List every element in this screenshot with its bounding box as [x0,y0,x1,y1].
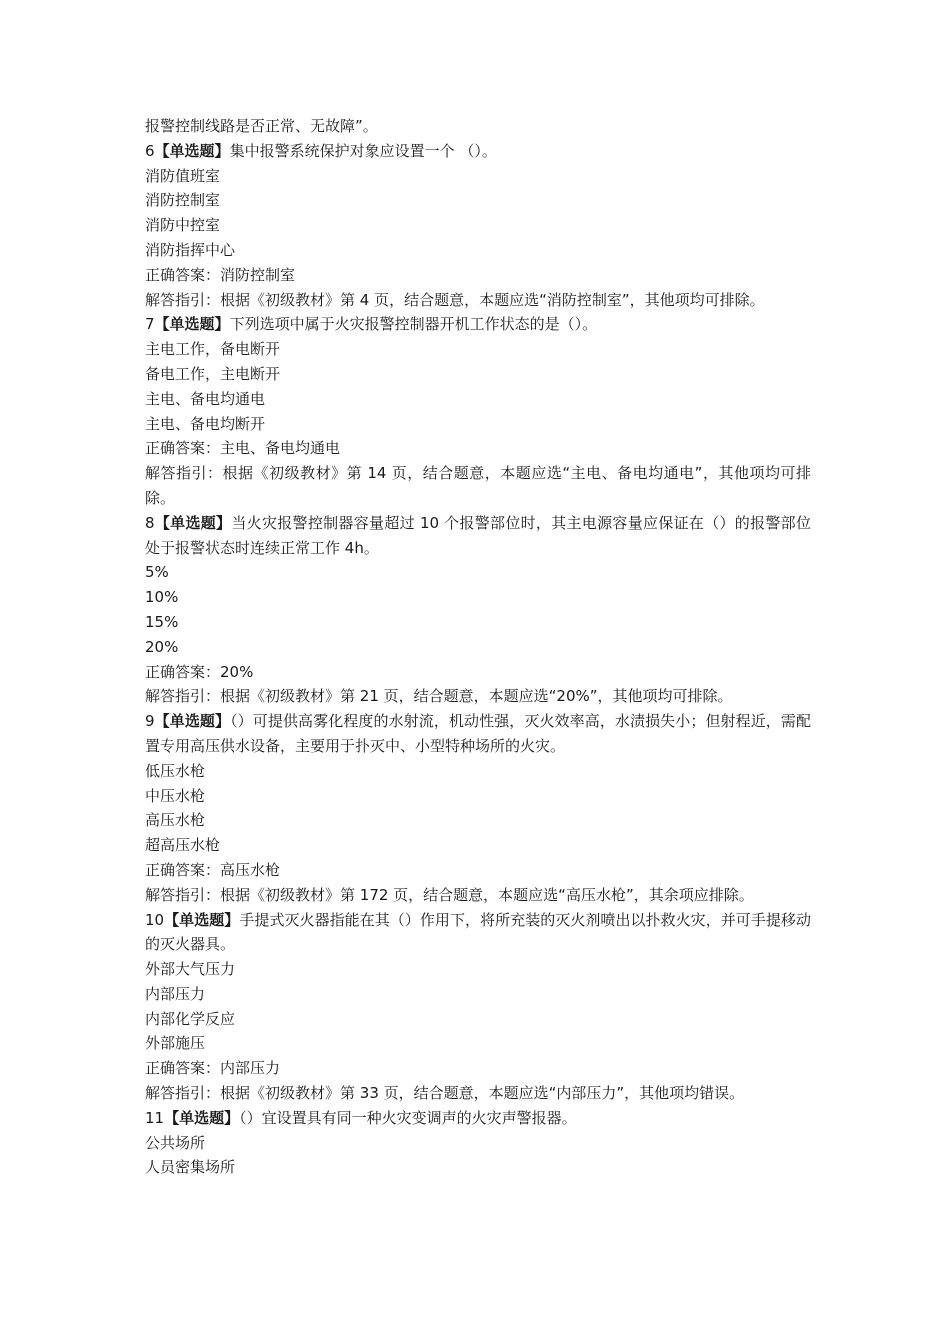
question-stem [145,908,811,958]
answer-option: 10% [145,588,179,607]
answer-option: 主电、备电均通电 [145,389,266,408]
answer-option: 中压水枪 [145,786,206,805]
question-list [145,139,811,1180]
question-stem [145,511,811,561]
answer-option: 外部大气压力 [145,960,236,979]
answer-guide: 解答指引：根据《初级教材》第 21 页，结合题意，本题应选“20%”，其他项均可排除。 [145,687,733,706]
question-type: 【单选题】 [154,712,231,731]
question-text: 手提式灭火器指能在其（）作用下，将所充装的灭火剂喷出以扑救火灾，并可手提移动的灭火器具。 [145,910,811,954]
correct-answer: 正确答案：消防控制室 [145,265,296,284]
answer-guide: 解答指引：根据《初级教材》第 172 页，结合题意，本题应选“高压水枪”，其余项应排除。 [145,885,754,904]
answer-option: 消防控制室 [145,191,221,210]
question-stem [145,312,811,337]
answer-option: 高压水枪 [145,811,206,830]
question-type: 【单选题】 [154,315,230,334]
question-type: 【单选题】 [164,910,240,929]
question-stem [145,1106,811,1131]
correct-answer: 正确答案：高压水枪 [145,860,281,879]
answer-option: 备电工作，主电断开 [145,364,281,383]
question-type: 【单选题】 [154,141,230,160]
question-stem [145,709,811,759]
answer-option: 超高压水枪 [145,836,221,855]
question-number: 9 [145,712,155,731]
answer-option: 5% [145,563,169,582]
answer-option: 低压水枪 [145,761,206,780]
question-number: 7 [145,315,155,334]
question-block [145,1106,811,1180]
question-block [145,312,811,510]
answer-option: 15% [145,612,179,631]
document-body [145,114,811,1180]
answer-option: 外部施压 [145,1034,206,1053]
question-number: 10 [145,910,165,929]
question-block [145,139,811,313]
correct-answer: 正确答案：主电、备电均通电 [145,439,341,458]
answer-option: 主电、备电均断开 [145,414,266,433]
answer-option: 内部压力 [145,984,206,1003]
correct-answer: 正确答案：20% [145,662,254,681]
question-block [145,908,811,1106]
question-block [145,709,811,907]
answer-option: 消防值班室 [145,166,221,185]
answer-option: 内部化学反应 [145,1009,236,1028]
question-text: （）可提供高雾化程度的水射流，机动性强，灭火效率高，水渍损失小；但射程近，需配置专用高压供水设备，主要用于扑灭中、小型特种场所的火灾。 [145,712,811,755]
question-number: 8 [145,513,155,532]
question-number: 6 [145,141,155,160]
answer-option: 人员密集场所 [145,1158,236,1177]
answer-option: 消防中控室 [145,216,221,235]
question-type: 【单选题】 [154,513,232,532]
question-text: 下列选项中属于火灾报警控制器开机工作状态的是（）。 [229,315,598,334]
answer-option: 主电工作，备电断开 [145,340,281,359]
question-number: 11 [145,1108,165,1127]
question-text: 当火灾报警控制器容量超过 10 个报警部位时，其主电源容量应保证在（）的报警部位处于报警状态时连续正常工作 4h。 [145,513,811,557]
question-text: （）宜设置具有同一种火灾变调声的火灾声警报器。 [239,1108,577,1127]
question-block [145,511,811,709]
answer-option: 20% [145,637,179,656]
correct-answer: 正确答案：内部压力 [145,1059,281,1078]
question-stem [145,139,811,164]
answer-guide: 解答指引：根据《初级教材》第 14 页，结合题意，本题应选“主电、备电均通电”，其他项均可排除。 [145,464,811,507]
question-type: 【单选题】 [164,1108,240,1127]
lead-text: 报警控制线路是否正常、无故障”。 [145,117,378,135]
answer-option: 消防指挥中心 [145,240,236,259]
answer-option: 公共场所 [145,1133,206,1152]
answer-guide: 解答指引：根据《初级教材》第 33 页，结合题意，本题应选“内部压力”，其他项均错误。 [145,1084,745,1103]
answer-guide: 解答指引：根据《初级教材》第 4 页，结合题意，本题应选“消防控制室”，其他项均可排除。 [145,290,765,309]
question-text: 集中报警系统保护对象应设置一个 （）。 [229,141,497,160]
